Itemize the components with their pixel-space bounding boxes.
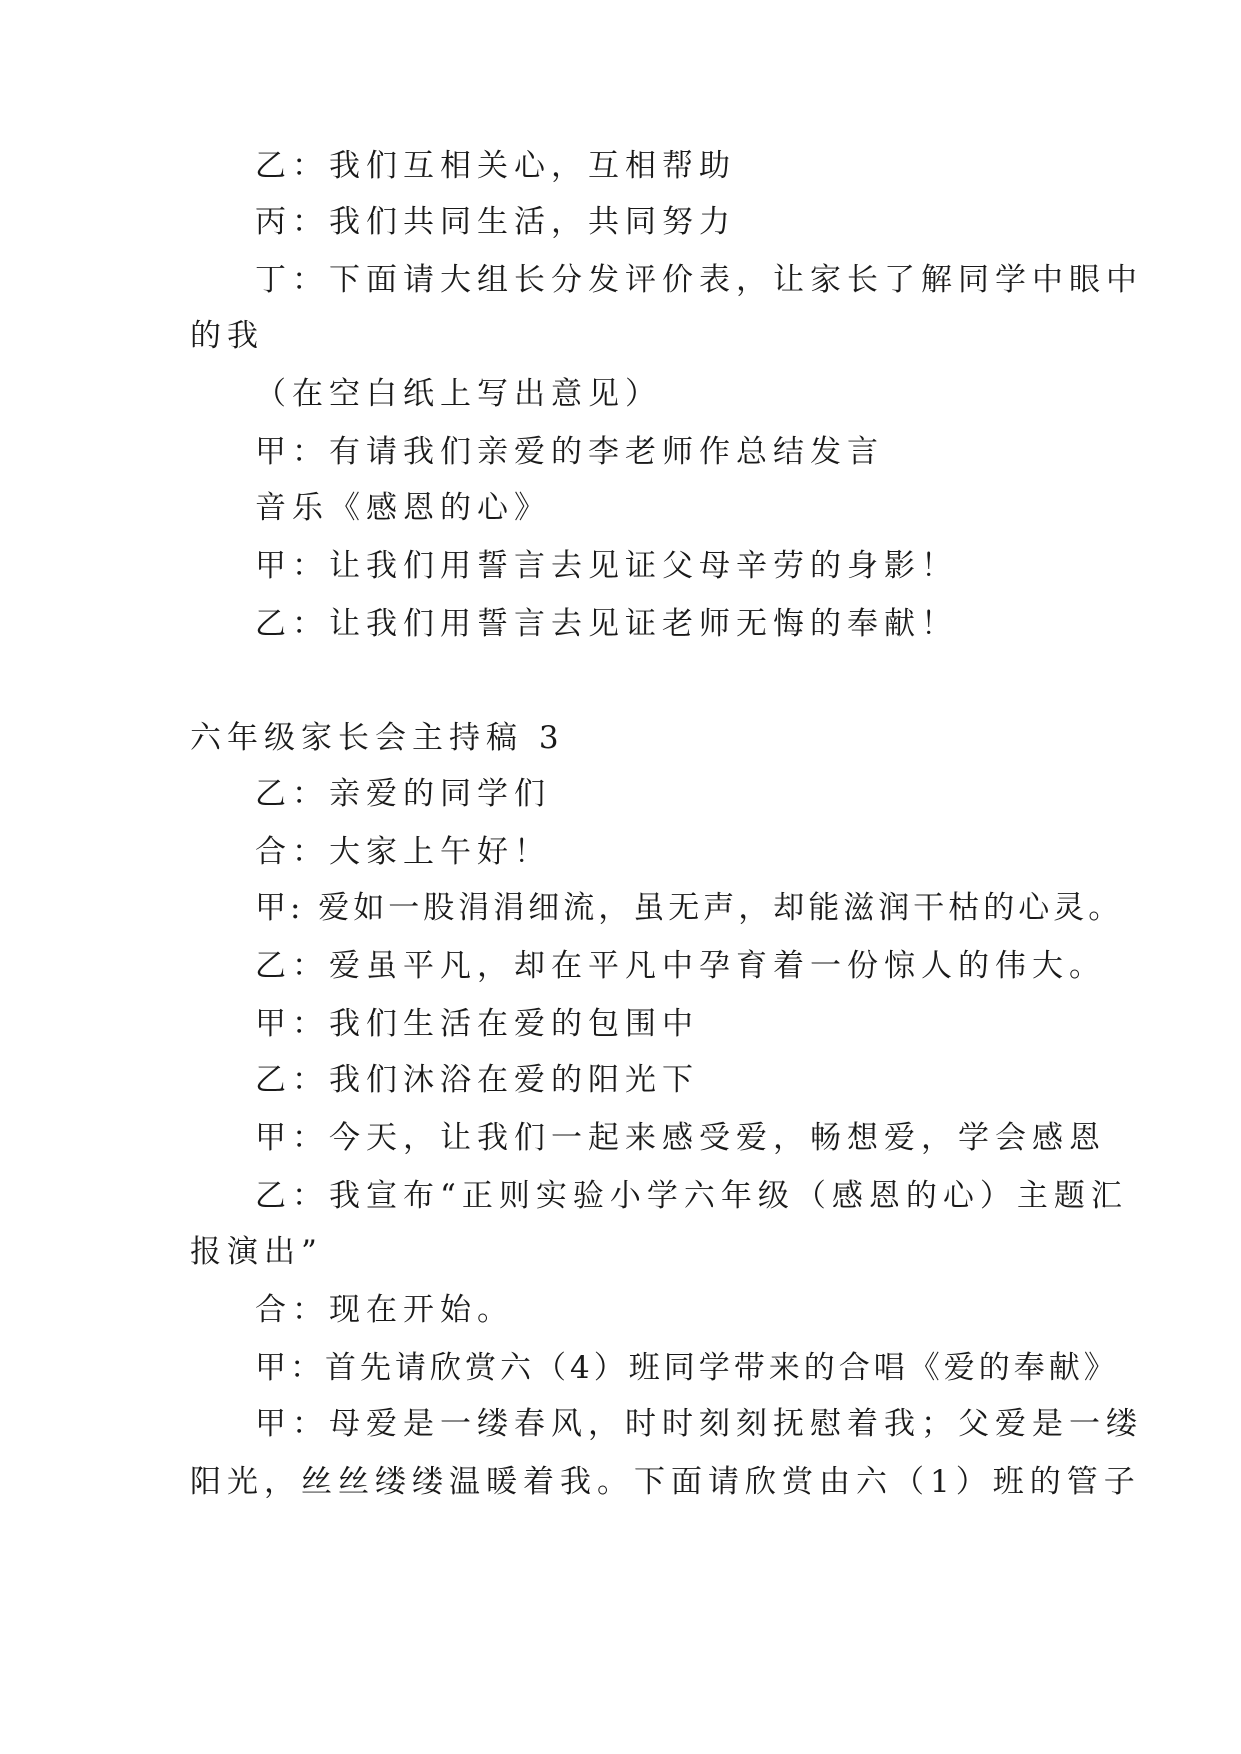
text-line: 音乐《感恩的心》 bbox=[255, 490, 551, 526]
text-line: 乙：我宣布“正则实验小学六年级（感恩的心）主题汇 bbox=[255, 1178, 1128, 1214]
text-line: 合：现在开始。 bbox=[255, 1292, 514, 1328]
text-line: （在空白纸上写出意见） bbox=[255, 376, 662, 412]
text-line: 乙：亲爱的同学们 bbox=[255, 776, 551, 812]
text-line: 报演出” bbox=[190, 1234, 323, 1270]
text-line: 甲：让我们用誓言去见证父母辛劳的身影！ bbox=[255, 548, 958, 584]
text-line: 丙：我们共同生活，共同努力 bbox=[255, 204, 736, 240]
text-line: 合：大家上午好！ bbox=[255, 834, 551, 870]
text-line: 甲: 爱如一股涓涓细流，虽无声，却能滋润干枯的心灵。 bbox=[255, 890, 1124, 926]
text-line: 乙：爱虽平凡，却在平凡中孕育着一份惊人的伟大。 bbox=[255, 948, 1106, 984]
text-line: 甲：有请我们亲爱的李老师作总结发言 bbox=[255, 434, 884, 470]
text-line: 乙：我们沐浴在爱的阳光下 bbox=[255, 1062, 699, 1098]
text-line: 的我 bbox=[190, 318, 264, 354]
text-line: 甲：母爱是一缕春风，时时刻刻抚慰着我；父爱是一缕 bbox=[255, 1406, 1143, 1442]
text-line: 甲：我们生活在爱的包围中 bbox=[255, 1006, 699, 1042]
text-line: 阳光，丝丝缕缕温暖着我。下面请欣赏由六（1）班的管子 bbox=[190, 1464, 1141, 1500]
text-line: 丁：下面请大组长分发评价表，让家长了解同学中眼中 bbox=[255, 262, 1143, 298]
text-line: 乙：我们互相关心，互相帮助 bbox=[255, 148, 736, 184]
text-line: 乙：让我们用誓言去见证老师无悔的奉献！ bbox=[255, 606, 958, 642]
text-line: 甲：首先请欣赏六（4）班同学带来的合唱《爱的奉献》 bbox=[255, 1350, 1119, 1386]
section-heading: 六年级家长会主持稿 3 bbox=[190, 720, 565, 756]
text-line: 甲：今天，让我们一起来感受爱，畅想爱，学会感恩 bbox=[255, 1120, 1106, 1156]
